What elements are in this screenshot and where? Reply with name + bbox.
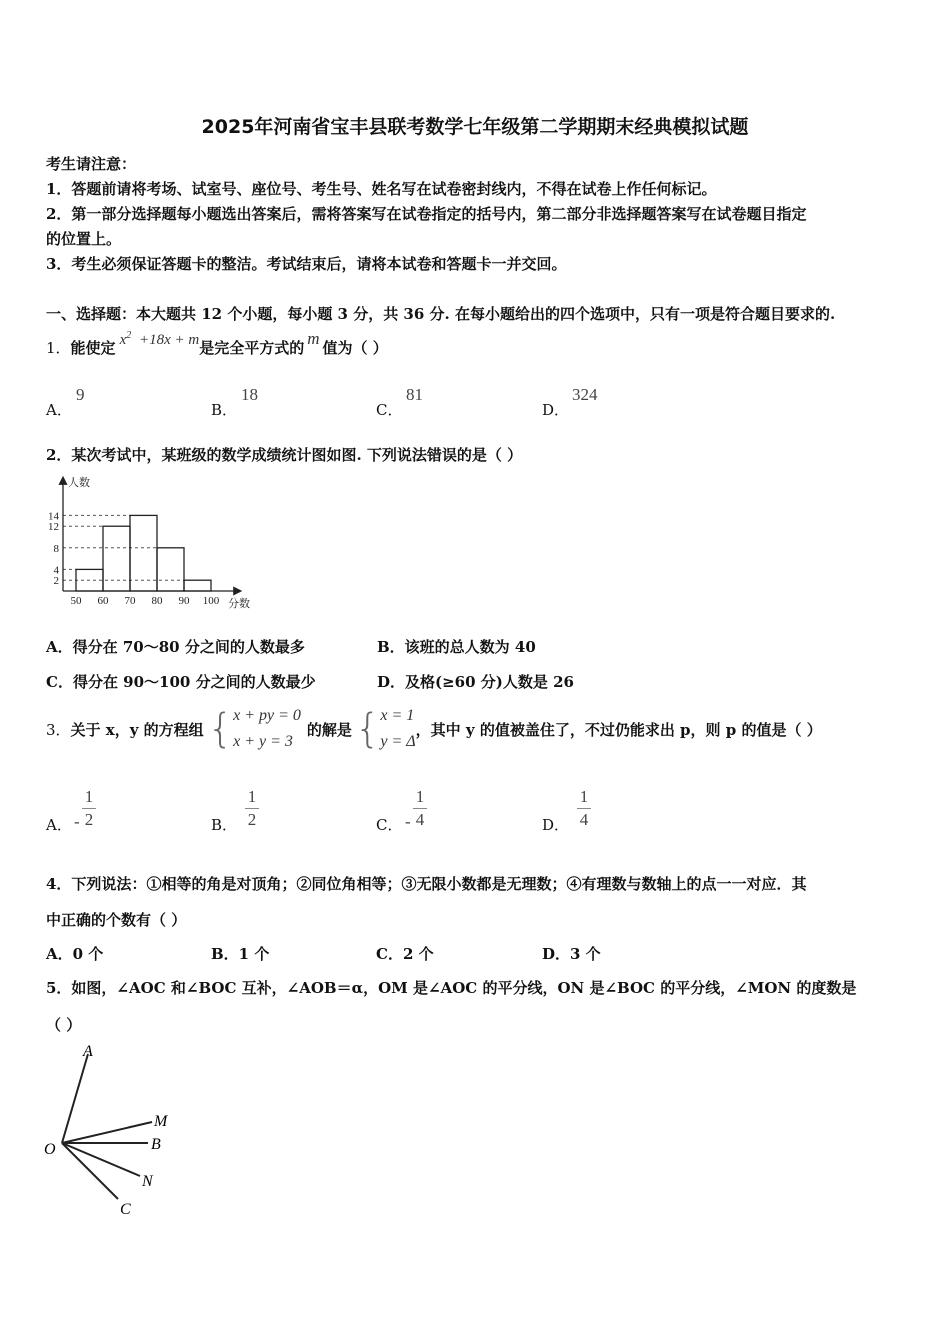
y-axis-label: 人数: [68, 476, 90, 489]
q1-option-a-value: 9: [76, 385, 85, 404]
q3-c-den: 4: [415, 809, 425, 829]
y-tick-14: 14: [48, 510, 59, 523]
q3-a-num: 1: [84, 787, 94, 806]
bar-60-70: [103, 526, 130, 591]
x-tick-80: 80: [151, 595, 163, 607]
q3-brace-1: {: [207, 706, 234, 752]
q3-option-d-label: D．: [542, 816, 570, 834]
q3-brace-2: {: [354, 706, 381, 752]
notice-heading: 考生请注意：: [46, 155, 137, 173]
q4-option-c: C．2 个: [376, 945, 434, 963]
y-tick-4: 4: [53, 564, 59, 577]
q2-option-d: D．及格(≥60 分)人数是 26: [377, 673, 574, 691]
x-tick-50: 50: [70, 595, 82, 607]
q1-expr-sup: 2: [126, 330, 132, 341]
ray-oa: [62, 1054, 88, 1143]
q1-number: 1．: [46, 339, 71, 357]
q1-var: m: [307, 329, 320, 348]
q3-c-num: 1: [415, 787, 425, 806]
q1-option-d-value: 324: [572, 385, 598, 404]
section-heading: 一、选择题：本大题共 12 个小题，每小题 3 分，共 36 分. 在每小题给出的四个选项中，只有一项是符合题目要求的.: [46, 305, 836, 323]
q1-options: [46, 385, 906, 421]
x-tick-90: 90: [178, 595, 190, 607]
bar-70-80: [130, 515, 157, 591]
q3-sys2-eq2: y = Δ: [380, 733, 416, 750]
angle-figure: [40, 1036, 200, 1226]
q1-option-b-label: B．: [211, 401, 238, 419]
q1-expr-rest: +18x + m: [138, 332, 200, 348]
q1-expression: [120, 330, 200, 349]
q3-sys1-eq1: x + py = 0: [233, 707, 301, 724]
q3-option-c-sign: -: [405, 812, 411, 831]
page-title: 2025年河南省宝丰县联考数学七年级第二学期期末经典模拟试题: [201, 116, 749, 138]
q3-system-1: [233, 703, 301, 755]
q4-option-d: D．3 个: [542, 945, 601, 963]
q3-option-a-fraction: [82, 788, 96, 829]
ray-oc: [62, 1143, 118, 1199]
q3-b-num: 1: [247, 787, 257, 806]
q3-option-a-label: A．: [46, 816, 72, 834]
q1-text-pre: 能使定: [70, 339, 116, 357]
q3-system-2: [380, 703, 415, 755]
q3-options: [46, 788, 906, 838]
question-5-line-2: （ ）: [46, 1016, 82, 1034]
q3-option-c-fraction: [413, 788, 427, 829]
bar-90-100: [184, 580, 211, 591]
notice-item-1: 1．答题前请将考场、试室号、座位号、考生号、姓名写在试卷密封线内，不得在试卷上作任何标记。: [46, 180, 717, 198]
y-tick-2: 2: [53, 575, 59, 588]
q3-option-a-sign: -: [74, 812, 80, 831]
x-tick-70: 70: [124, 595, 136, 607]
q3-option-c-label: C．: [376, 816, 403, 834]
x-axis-label: 分数: [228, 597, 250, 610]
q3-a-den: 2: [84, 809, 94, 829]
q1-expr-x: x: [119, 332, 127, 348]
q1-option-d-label: D．: [542, 401, 570, 419]
q3-b-den: 2: [247, 809, 257, 829]
question-5-line-1: 5．如图，∠AOC 和∠BOC 互补，∠AOB＝α，OM 是∠AOC 的平分线，ON 是∠BOC 的平分线，∠MON 的度数是: [46, 979, 857, 997]
q4-option-b: B．1 个: [211, 945, 270, 963]
q4-option-a: A．0 个: [46, 945, 104, 963]
q1-option-c-value: 81: [406, 385, 423, 404]
ray-om: [62, 1122, 152, 1143]
q3-option-b-label: B．: [211, 816, 238, 834]
q1-text-post: 值为（ ）: [322, 339, 388, 357]
q2-option-c: C．得分在 90～100 分之间的人数最少: [46, 673, 316, 691]
q3-option-b-fraction: [245, 788, 259, 829]
label-c: C: [120, 1201, 131, 1218]
q3-text-pre: 关于 x，y 的方程组: [70, 720, 204, 739]
q3-sys2-eq1: x = 1: [380, 707, 415, 724]
q2-option-b: B．该班的总人数为 40: [377, 638, 536, 656]
x-tick-100: 100: [202, 595, 220, 607]
q3-sys1-eq2: x + y = 3: [233, 733, 293, 750]
label-n: N: [142, 1173, 153, 1190]
notice-item-3: 3．考生必须保证答题卡的整洁。考试结束后，请将本试卷和答题卡一并交回。: [46, 255, 567, 273]
q3-d-den: 4: [579, 809, 589, 829]
notice-item-2: 2．第一部分选择题每小题选出答案后，需将答案写在试卷指定的括号内，第二部分非选择题答案写在试卷题目指定: [46, 205, 807, 223]
q1-option-b-value: 18: [241, 385, 258, 404]
q3-d-num: 1: [579, 787, 589, 806]
q2-option-a: A．得分在 70～80 分之间的人数最多: [46, 638, 305, 656]
question-4-line-1: 4．下列说法：①相等的角是对顶角；②同位角相等；③无限小数都是无理数；④有理数与数轴上的点一一对应．其: [46, 875, 807, 893]
question-4-line-2: 中正确的个数有（ ）: [46, 911, 187, 929]
label-b: B: [151, 1136, 161, 1153]
histogram-chart: [40, 472, 270, 617]
x-tick-60: 60: [97, 595, 109, 607]
question-1: [46, 329, 388, 358]
q1-text-mid: 是完全平方式的: [199, 339, 305, 357]
q3-number: 3．: [46, 720, 71, 739]
question-2: 2．某次考试中，某班级的数学成绩统计图如图. 下列说法错误的是（ ）: [46, 446, 523, 464]
q3-text-post: ，其中 y 的值被盖住了，不过仍能求出 p，则 p 的值是（ ）: [415, 720, 822, 739]
q3-text-mid: 的解是: [306, 720, 352, 739]
question-3: [46, 703, 822, 755]
label-o: O: [44, 1141, 56, 1158]
y-tick-12: 12: [48, 521, 59, 534]
q1-option-a-label: A．: [46, 401, 72, 419]
label-m: M: [154, 1113, 168, 1130]
bar-80-90: [157, 548, 184, 591]
ray-on: [62, 1143, 140, 1176]
q3-option-d-fraction: [577, 788, 591, 829]
notice-item-2-cont: 的位置上。: [46, 230, 122, 248]
label-a: A: [83, 1043, 93, 1060]
q1-option-c-label: C．: [376, 401, 403, 419]
y-tick-8: 8: [53, 542, 59, 555]
